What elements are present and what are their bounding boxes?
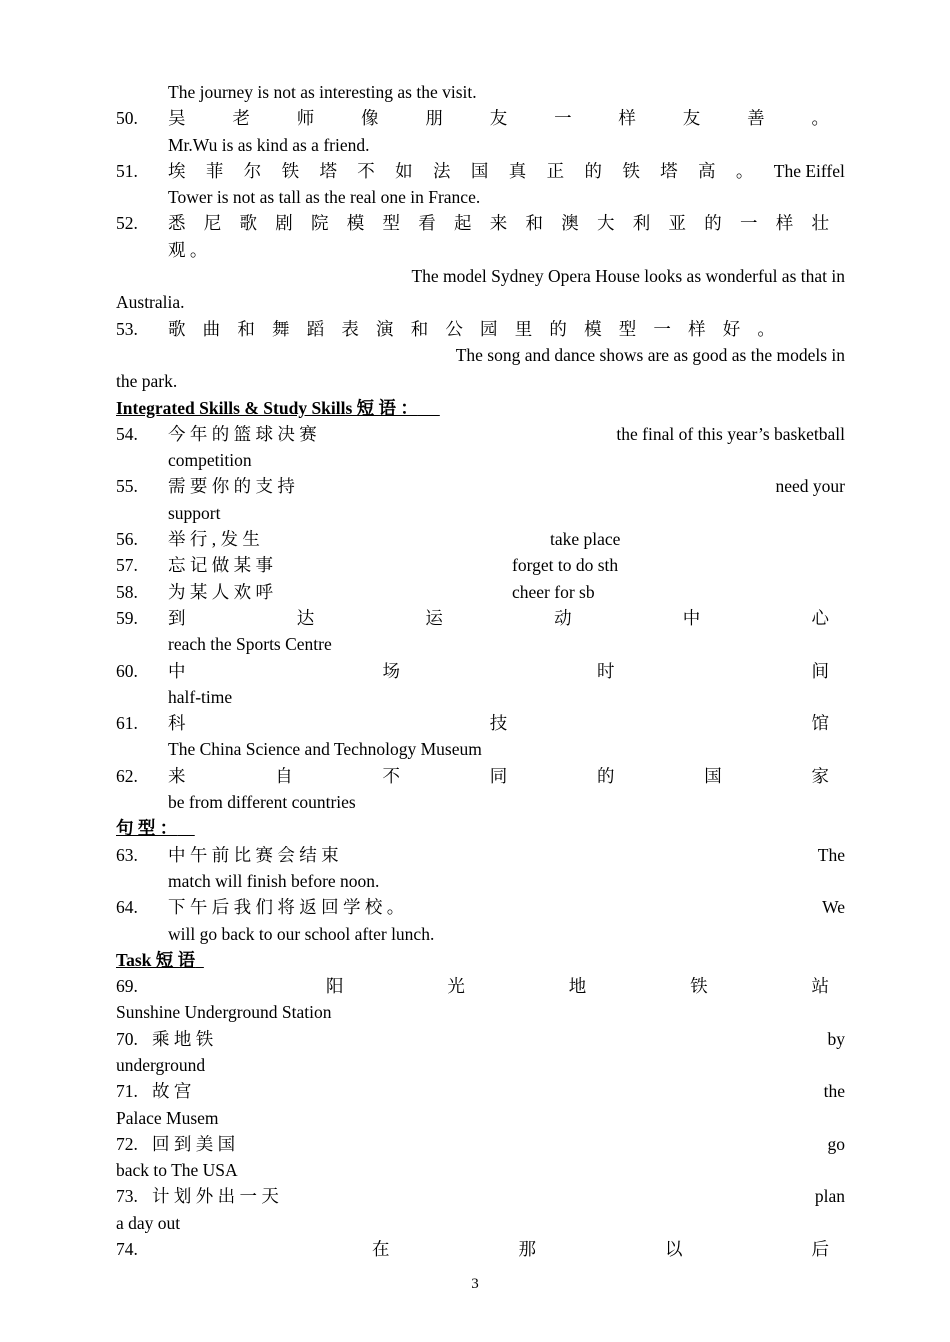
chinese-char: 一 [554,108,572,129]
section-heading [116,947,845,973]
list-item [116,552,845,578]
chinese-char: 阳 [326,976,344,997]
chinese-char: 时 [597,660,615,681]
chinese-char: 舞 [272,318,290,339]
chinese-char: 院 [311,213,329,234]
list-item [116,605,845,658]
chinese-char: 的 [584,160,602,181]
chinese-char: 以 [665,1239,683,1260]
section-heading-text: Integrated Skills & Study Skills 短 语 ： [116,397,418,418]
chinese-phrase: 回 到 美 国 [152,1133,236,1154]
english-phrase: need your [775,476,845,497]
english-phrase: We [822,897,845,918]
chinese-char: 。 [811,108,829,129]
chinese-phrase: 举 行 , 发 生 [168,529,260,550]
chinese-char: 一 [653,318,671,339]
chinese-char: 像 [361,108,379,129]
chinese-char: 心 [811,607,829,628]
item-number: 70. [116,1028,138,1049]
item-number: 61. [116,713,138,734]
chinese-char: 模 [584,318,602,339]
english-phrase: the final of this year’s basketball [616,423,845,444]
chinese-char: 和 [525,213,543,234]
chinese-char: 大 [597,213,615,234]
item-number: 73. [116,1186,138,1207]
chinese-char: 和 [410,318,429,339]
chinese-char: 法 [433,160,451,181]
phrase-row [152,1131,845,1157]
chinese-char: 演 [376,318,394,339]
chinese-char: 后 [811,1239,829,1260]
phrase-row [168,526,845,552]
chinese-char: 来 [168,765,186,786]
item-number: 58. [116,581,138,602]
english-sentence: Tower is not as tall as the real one in France. [168,187,481,208]
english-phrase-continued: underground [116,1054,206,1075]
list-item [116,894,845,947]
phrase-row [152,1026,845,1052]
list-item [116,658,845,711]
phrase-row [168,552,845,578]
english-phrase: plan [814,1186,845,1207]
chinese-phrase: 中 午 前 比 赛 会 结 束 [168,844,339,865]
english-phrase: forget to do sth [512,555,619,576]
chinese-char: 歌 [168,318,186,339]
chinese-char: 家 [811,765,829,786]
list-item [116,579,845,605]
phrase-row [168,894,845,920]
chinese-phrase: 乘 地 铁 [152,1028,214,1049]
item-number: 74. [116,1239,138,1260]
chinese-char: 同 [489,765,508,786]
english-phrase-continued: match will finish before noon. [168,870,380,891]
chinese-char: 尼 [203,213,222,234]
chinese-char: 壮 [811,213,829,234]
chinese-char: 型 [382,213,400,234]
chinese-char: 来 [489,213,508,234]
chinese-char: 吴 [168,108,186,129]
chinese-char: 运 [425,607,443,628]
chinese-char: 馆 [811,713,829,734]
chinese-phrase: 为 某 人 欢 呼 [168,581,273,602]
item-number: 64. [116,897,138,918]
english-sentence: The model Sydney Opera House looks as wonderful as that in [411,266,845,287]
chinese-char: 中 [168,660,186,681]
chinese-char: The Eiffel [773,160,845,181]
item-number: 56. [116,529,138,550]
page-number: 3 [471,1276,479,1292]
chinese-char: 歌 [239,213,257,234]
item-number: 57. [116,555,138,576]
item-number: 72. [116,1133,138,1154]
chinese-char: 模 [346,213,365,234]
chinese-char: 铁 [281,160,300,181]
chinese-sentence [168,158,845,184]
english-phrase-continued: The China Science and Technology Museum [168,739,482,760]
english-sentence-continued: the park. [116,371,178,392]
chinese-char: 友 [682,108,701,129]
english-phrase-continued: Palace Musem [116,1107,219,1128]
chinese-char: 友 [489,108,508,129]
chinese-sentence [168,105,845,131]
sentence-list [116,842,845,947]
list-item [116,1183,845,1236]
chinese-char: 尔 [243,160,262,181]
chinese-phrase: 今 年 的 篮 球 决 赛 [168,423,317,444]
chinese-char: 表 [341,318,359,339]
english-phrase-continued: back to The USA [116,1160,238,1181]
english-phrase-continued: competition [168,450,252,471]
page-content [116,79,845,1262]
chinese-char: 曲 [202,318,221,339]
list-item [116,210,845,263]
chinese-char: 看 [418,213,436,234]
chinese-char: 光 [447,976,465,997]
item-number: 54. [116,423,138,444]
chinese-phrase [372,1236,845,1262]
chinese-char: 正 [546,160,565,181]
chinese-char: 国 [470,160,489,181]
item-number: 50. [116,108,138,129]
chinese-char: 亚 [668,213,686,234]
chinese-char: 达 [296,607,315,628]
list-item [116,158,845,211]
item-number: 69. [116,976,138,997]
chinese-char: 塔 [660,160,678,181]
chinese-phrase [168,710,845,736]
english-phrase-continued: will go back to our school after lunch. [168,923,435,944]
task-phrase-list [116,973,845,1262]
list-item [116,473,845,526]
english-phrase-continued: be from different countries [168,792,356,813]
chinese-char: 塔 [319,160,337,181]
list-item [116,421,845,474]
english-phrase-continued: support [168,502,221,523]
chinese-char: 不 [357,160,375,181]
chinese-char: 的 [549,318,567,339]
phrase-row [152,1183,845,1209]
phrase-row [168,579,845,605]
chinese-char: 技 [489,713,508,734]
chinese-char: 那 [518,1239,536,1260]
chinese-char: 到 [168,607,186,628]
chinese-phrase [168,658,845,684]
phrase-row [168,421,845,447]
chinese-char: 和 [237,318,255,339]
english-phrase-continued: Sunshine Underground Station [116,1002,332,1023]
chinese-char: 师 [296,108,315,129]
chinese-char: 一 [740,213,758,234]
chinese-char: 中 [682,607,701,628]
chinese-phrase: 故 宫 [152,1081,192,1102]
list-item [116,1078,845,1131]
phrase-row [152,1078,845,1104]
chinese-phrase: 需 要 你 的 支 持 [168,476,295,497]
chinese-char: 。 [735,160,754,181]
chinese-phrase [168,763,845,789]
item-number: 59. [116,607,138,628]
chinese-phrase [326,973,845,999]
list-item [116,1026,845,1079]
chinese-char: 园 [480,318,498,339]
list-item [116,842,845,895]
chinese-char: 在 [372,1239,390,1260]
chinese-char: 场 [382,660,400,681]
chinese-char: 好 [722,318,741,339]
item-number: 55. [116,476,138,497]
section-heading-text: 句 型 ： [116,818,178,839]
section-heading-text: Task 短 语 [116,949,196,970]
chinese-sentence [168,210,845,236]
chinese-char: 铁 [690,976,708,997]
list-item [116,1236,845,1262]
list-item [116,316,845,342]
english-phrase: by [827,1028,845,1049]
item-number: 51. [116,160,138,181]
chinese-char: 公 [445,318,463,339]
phrase-list [116,421,845,815]
item-number: 63. [116,844,138,865]
chinese-phrase [168,605,845,631]
chinese-char: 样 [688,318,706,339]
chinese-char: 间 [811,660,829,681]
list-item [116,973,845,1026]
item-number: 60. [116,660,138,681]
chinese-char: 蹈 [306,318,325,339]
list-item [116,1131,845,1184]
chinese-char: 型 [618,318,637,339]
chinese-char: 站 [811,976,829,997]
item-number: 62. [116,765,138,786]
item-number: 53. [116,318,138,339]
chinese-char: 。 [757,318,775,339]
chinese-char: 善 [747,108,765,129]
chinese-phrase: 忘 记 做 某 事 [168,555,273,576]
chinese-char: 动 [554,607,572,628]
chinese-char: 如 [395,160,413,181]
chinese-char: 自 [275,765,293,786]
chinese-char: 高 [698,160,716,181]
item-number: 52. [116,213,138,234]
chinese-phrase: 计 划 外 出 一 天 [152,1186,279,1207]
english-phrase-continued: half-time [168,686,233,707]
english-phrase: take place [550,529,621,550]
list-item [116,79,845,105]
english-phrase-continued: reach the Sports Centre [168,634,332,655]
list-item [116,105,845,158]
english-sentence: The journey is not as interesting as the visit. [168,82,477,102]
chinese-char: 铁 [622,160,640,181]
chinese-sentence [168,316,845,342]
list-item [116,526,845,552]
list-item [116,710,845,763]
chinese-char: 菲 [205,160,224,181]
phrase-row [168,842,845,868]
english-phrase: The [817,844,845,865]
chinese-char: 剧 [275,213,293,234]
list-item [116,763,845,816]
chinese-char: 国 [704,765,722,786]
chinese-char: 的 [704,213,722,234]
item-number: 71. [116,1081,138,1102]
chinese-char: 真 [508,160,527,181]
chinese-char: 澳 [561,213,579,234]
english-phrase: go [827,1133,845,1154]
section-heading [116,395,845,421]
english-sentence-continued: Australia. [116,292,185,313]
chinese-char: 样 [775,213,794,234]
chinese-phrase: 下 午 后 我 们 将 返 回 学 校 。 [168,897,405,918]
english-sentence: The song and dance shows are as good as the models in [455,344,845,365]
english-phrase: the [823,1081,845,1102]
chinese-char: 样 [618,108,636,129]
chinese-char: 地 [568,976,587,997]
chinese-char: 科 [168,713,186,734]
chinese-char: 老 [232,108,250,129]
chinese-char: 不 [382,765,400,786]
chinese-char: 起 [454,213,472,234]
chinese-char: 利 [632,213,651,234]
chinese-char: 悉 [168,213,186,234]
english-sentence: Mr.Wu is as kind as a friend. [168,134,370,155]
section-heading [116,815,845,841]
chinese-char: 的 [597,765,615,786]
phrase-row [168,473,845,499]
english-phrase: cheer for sb [512,581,595,602]
chinese-sentence-continued: 观 。 [168,239,208,260]
chinese-char: 朋 [425,108,443,129]
chinese-char: 埃 [168,160,186,181]
chinese-char: 里 [514,318,533,339]
english-phrase-continued: a day out [116,1212,181,1233]
